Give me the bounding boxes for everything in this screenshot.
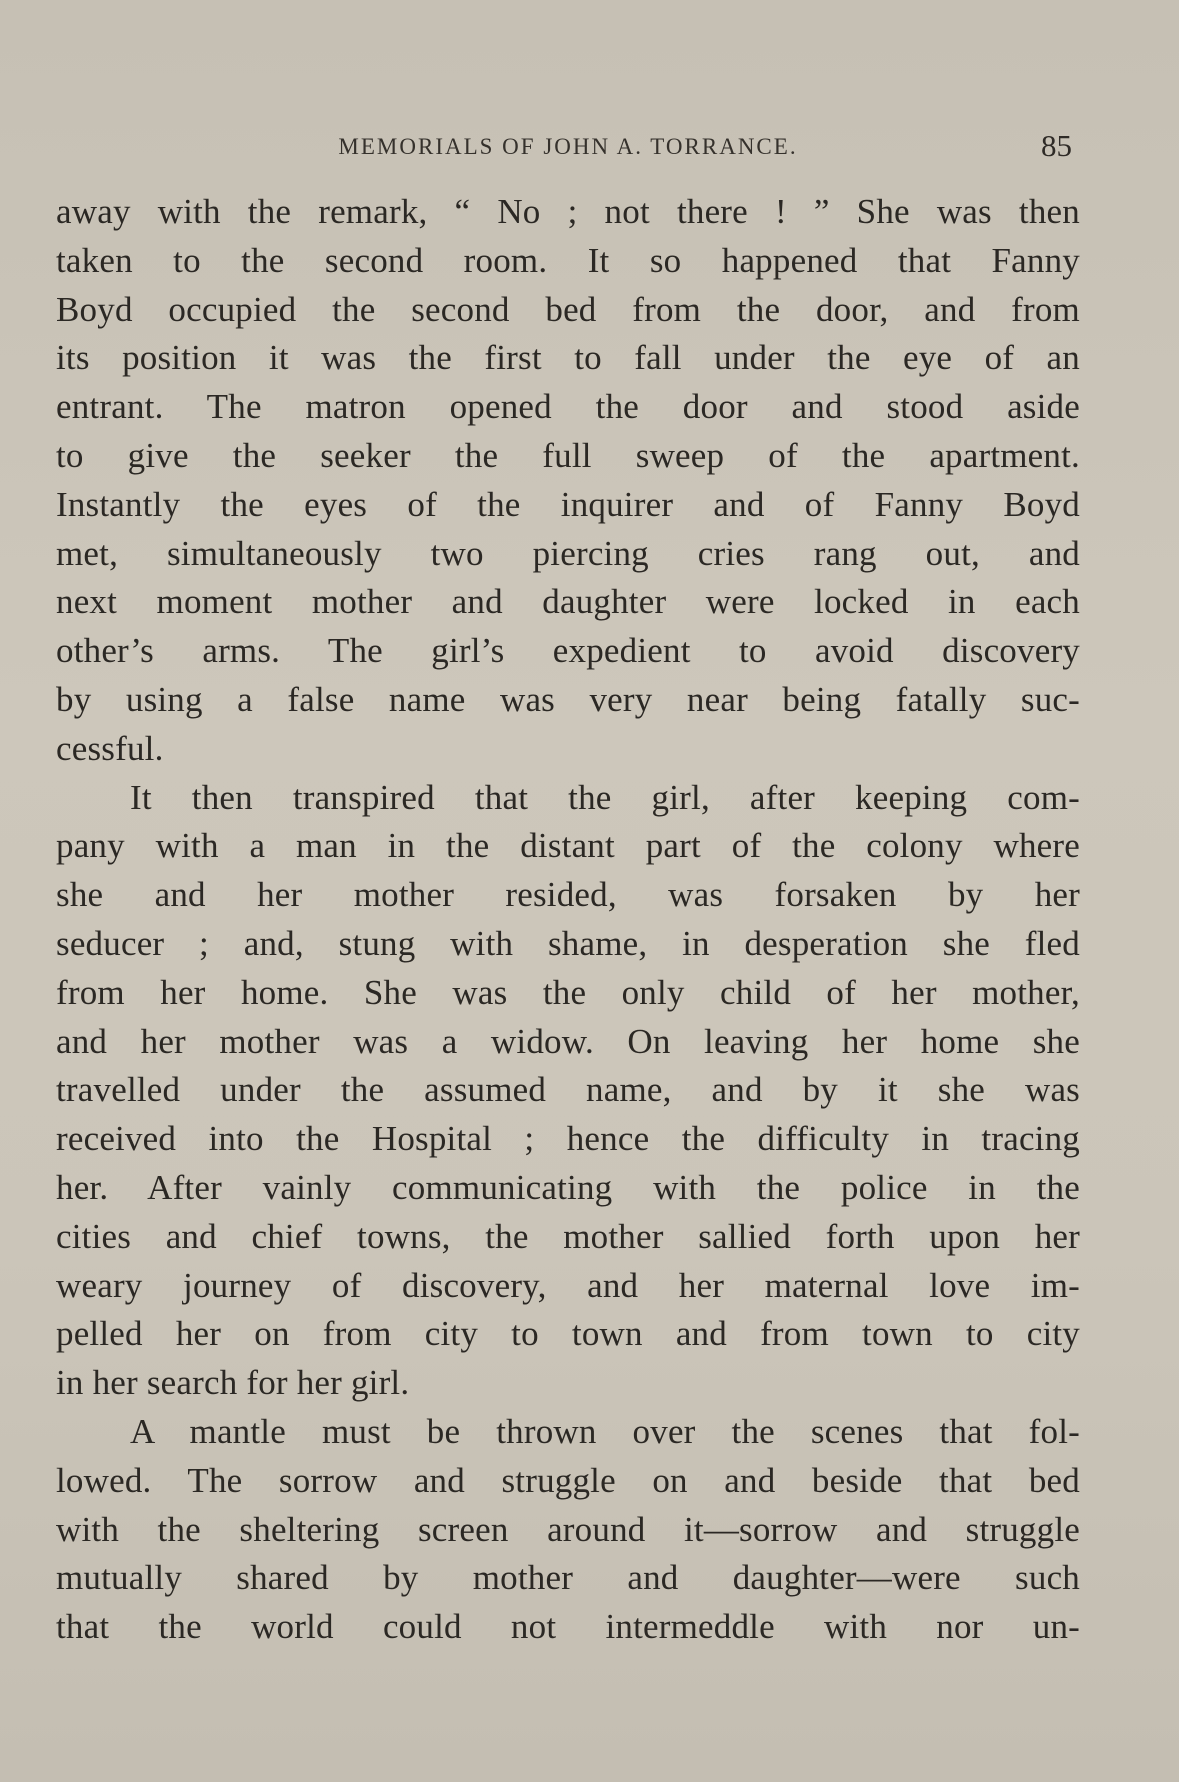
text-line: met, simultaneously two piercing cries rang out, and [56, 533, 1080, 573]
body-text [56, 188, 1080, 1652]
text-line: other’s arms. The girl’s expedient to avoid discovery [56, 631, 1080, 671]
text-line: weary journey of discovery, and her maternal love im- [56, 1265, 1080, 1305]
text-line: mutually shared by mother and daughter—were such [56, 1558, 1080, 1598]
text-line: pany with a man in the distant part of the colony where [56, 826, 1080, 866]
text-line: Instantly the eyes of the inquirer and of Fanny Boyd [56, 484, 1080, 524]
text-line: to give the seeker the full sweep of the apartment. [56, 435, 1080, 475]
text-line: from her home. She was the only child of her mother, [56, 972, 1080, 1012]
text-line: its position it was the first to fall under the eye of an [56, 338, 1080, 378]
text-line: travelled under the assumed name, and by it she was [56, 1070, 1080, 1110]
text-line: entrant. The matron opened the door and stood aside [56, 387, 1080, 427]
text-line: It then transpired that the girl, after keeping com- [130, 777, 1080, 817]
text-line: with the sheltering screen around it—sorrow and struggle [56, 1509, 1080, 1549]
text-line: in her search for her girl. [56, 1363, 410, 1403]
text-line: by using a false name was very near being fatally suc- [56, 679, 1080, 719]
running-title: MEMORIALS OF JOHN A. TORRANCE. [338, 134, 798, 159]
text-line: A mantle must be thrown over the scenes that fol- [130, 1411, 1080, 1451]
text-line: and her mother was a widow. On leaving her home she [56, 1021, 1080, 1061]
text-line: cessful. [56, 728, 164, 768]
page-number: 85 [1041, 128, 1072, 163]
text-line: received into the Hospital ; hence the difficulty in tracing [56, 1119, 1080, 1159]
running-head [56, 128, 1080, 168]
text-line: seducer ; and, stung with shame, in desperation she fled [56, 923, 1080, 963]
text-line: her. After vainly communicating with the police in the [56, 1167, 1080, 1207]
text-line: taken to the second room. It so happened that Fanny [56, 240, 1080, 280]
text-line: away with the remark, “ No ; not there ! ” She was then [56, 192, 1080, 231]
text-line: next moment mother and daughter were locked in each [56, 582, 1080, 622]
text-line: pelled her on from city to town and from town to city [56, 1314, 1080, 1354]
text-line: cities and chief towns, the mother sallied forth upon her [56, 1216, 1080, 1256]
text-line: that the world could not intermeddle with nor un- [56, 1607, 1080, 1647]
text-line: lowed. The sorrow and struggle on and beside that bed [56, 1460, 1080, 1500]
text-line: she and her mother resided, was forsaken by her [56, 875, 1080, 915]
text-line: Boyd occupied the second bed from the door, and from [56, 289, 1080, 329]
